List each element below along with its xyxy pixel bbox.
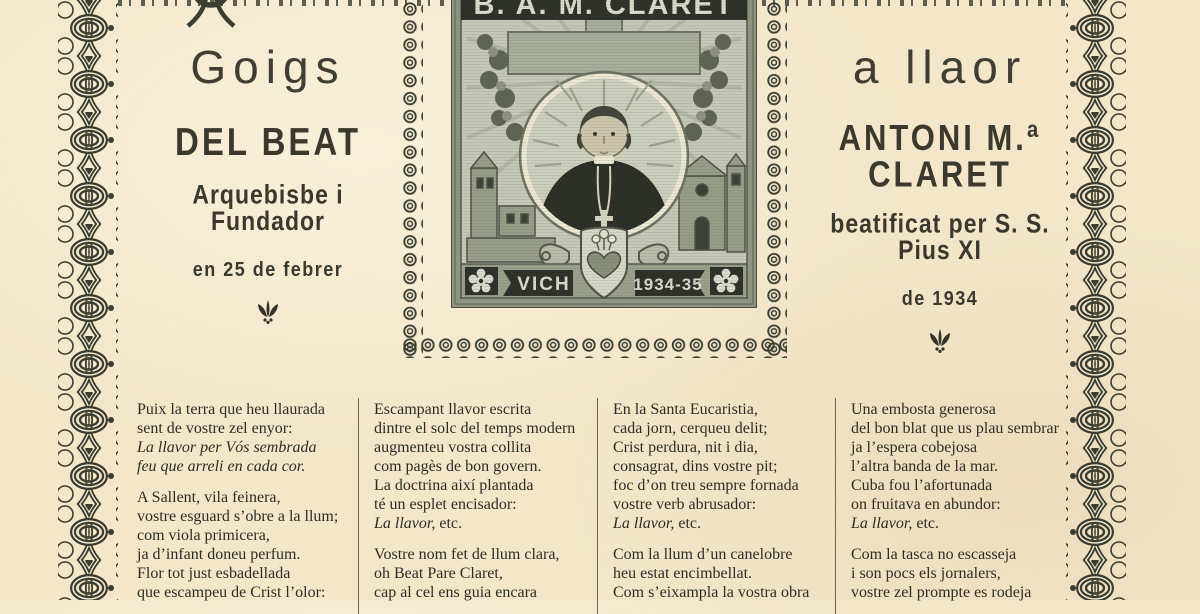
verse-stanza (613, 545, 825, 602)
title-goigs: Goigs (190, 41, 346, 93)
verse-column-2 (358, 398, 597, 614)
verse-line: Com s’eixampla la vostra obra (613, 584, 810, 601)
verse-line: consagrat, dins vostre pit; (613, 458, 778, 475)
verse-line: Com la llum d’un canelobre (613, 546, 793, 563)
verse-line: cada jorn, cerqueu delit; (613, 420, 768, 437)
verse-line: ja d’infant doneu perfum. (137, 546, 301, 563)
line-arquebisbe: Arquebisbe i Fundador (192, 179, 344, 236)
verse-line: La llavor per Vós sembrada (137, 439, 317, 456)
verse-line: oh Beat Pare Claret, (374, 565, 503, 582)
verse-line: Una embosta generosa (851, 401, 996, 418)
verse-line: Escampant llavor escrita (374, 401, 532, 418)
verse-line: A Sallent, vila feinera, (137, 489, 281, 506)
verse-column-1 (135, 398, 358, 614)
verse-stanza (613, 400, 825, 533)
verse-column-3 (597, 398, 835, 614)
fleuron-ornament-right (927, 327, 953, 353)
verse-line: heu estat encimbellat. (613, 565, 753, 582)
verse-line: vostre verb abrusador: (613, 496, 757, 513)
verse-line: En la Santa Eucaristia, (613, 401, 758, 418)
claret-stamp-engraving (451, 0, 757, 308)
verse-line: com viola primicera, (137, 527, 270, 544)
line-beatificat: beatificat per S. S. Pius XI (830, 208, 1050, 265)
verse-line: cap al cel ens guia encara (374, 584, 538, 601)
verse-line: La doctrina així plantada (374, 477, 534, 494)
verse-line: Flor tot just esbadellada (137, 565, 291, 582)
right-guilloche-border (1066, 0, 1126, 600)
verse-line: té un esplet encisador: (374, 496, 517, 513)
verse-stanza (137, 488, 348, 602)
verse-line: La llavor, etc. (613, 515, 701, 532)
title-a-llaor: a llaor (852, 41, 1028, 93)
verse-line: que escampeu de Crist l’olor: (137, 584, 326, 601)
subtitle-del-beat: DEL BEAT (175, 119, 361, 164)
verse-stanza (374, 400, 587, 533)
verse-line: Puix la terra que heu llaurada (137, 401, 325, 418)
verse-stanza (374, 545, 587, 602)
fleuron-ornament-left (255, 298, 281, 324)
verse-line: dintre el solc del temps modern (374, 420, 576, 437)
subtitle-antoni-claret: ANTONI M.ª CLARET (838, 117, 1042, 195)
verse-column-4 (835, 398, 1065, 614)
verse-line: l’altra banda de la mar. (851, 458, 999, 475)
verse-line: Com la tasca no escasseja (851, 546, 1017, 563)
left-guilloche-border (58, 0, 118, 600)
verse-line: com pagès de bon govern. (374, 458, 542, 475)
verse-line: La llavor, etc. (851, 515, 939, 532)
stamp-frame-bottom-scrolls (401, 336, 787, 358)
verse-columns (135, 398, 1065, 614)
line-date-febrer: en 25 de febrer (192, 257, 344, 281)
verse-line: feu que arreli en cada cor. (137, 458, 306, 475)
stamp-frame-right-scrolls (765, 0, 787, 358)
verse-line: vostre zel prompte es rodeja (851, 584, 1032, 601)
top-border-motif (182, 0, 262, 40)
heading-left (134, 41, 402, 324)
verse-line: ja l’espera cobejosa (851, 439, 978, 456)
verse-line: vostre esguard s’obre a la llum; (137, 508, 339, 525)
verse-line: on fruitava en abundor: (851, 496, 1001, 513)
stamp-frame-left-scrolls (401, 0, 423, 358)
verse-line: sent de vostre zel enyor: (137, 420, 293, 437)
verse-line: i son pocs els jornalers, (851, 565, 1001, 582)
verse-line: foc d’on treu sempre fornada (613, 477, 799, 494)
verse-stanza (851, 400, 1059, 533)
verse-line: augmenteu vostra collita (374, 439, 532, 456)
verse-stanza (137, 400, 348, 476)
verse-stanza (851, 545, 1055, 602)
verse-line: Vostre nom fet de llum clara, (374, 546, 560, 563)
verse-line: Crist perdura, nit i dia, (613, 439, 758, 456)
verse-line: del bon blat que us plau sembrar (851, 420, 1059, 437)
verse-line: La llavor, etc. (374, 515, 462, 532)
verse-line: Cuba fou l’afortunada (851, 477, 993, 494)
heading-right (806, 41, 1074, 353)
line-date-1934: de 1934 (901, 286, 979, 310)
